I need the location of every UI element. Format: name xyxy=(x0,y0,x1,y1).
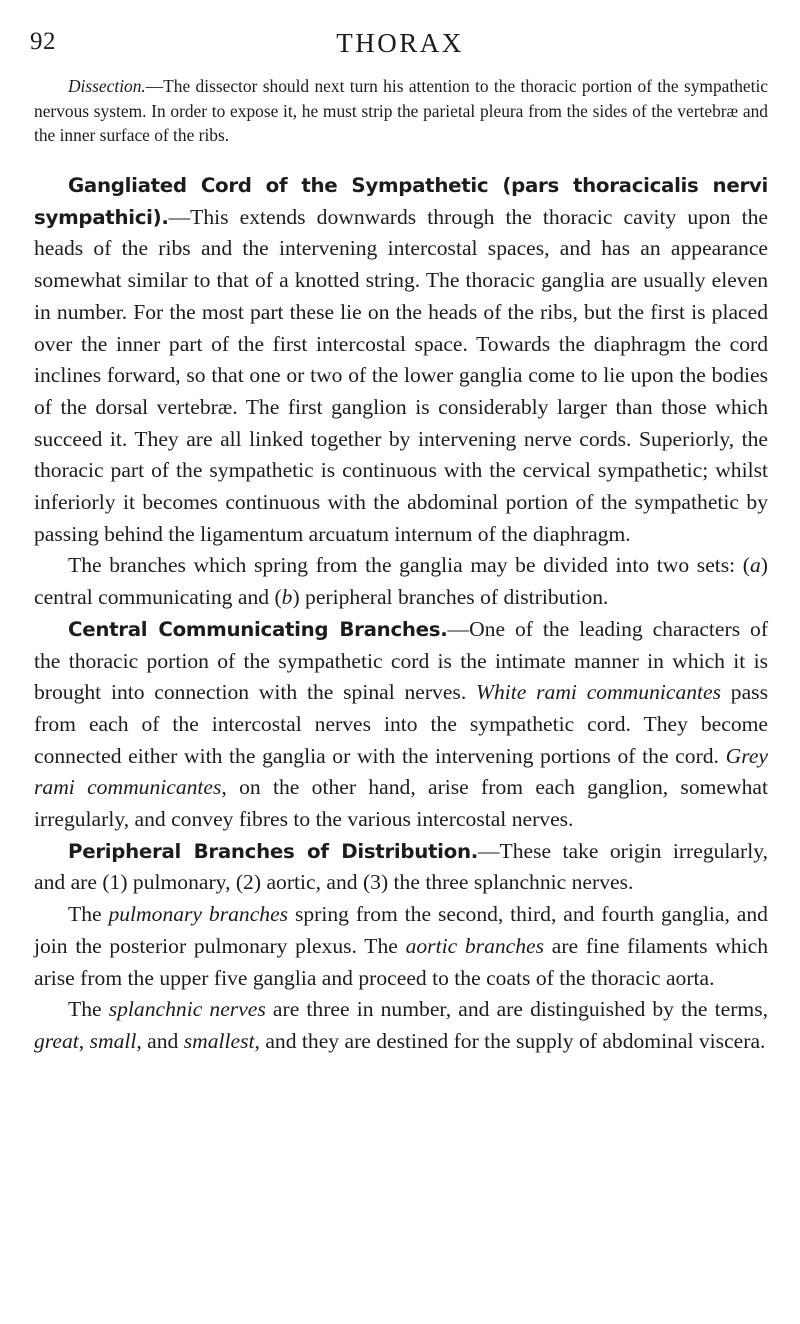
splanchnic-text-1: are three in number, and are distinguished by the terms, xyxy=(265,997,768,1022)
splanchnic-text-2: , and they are destined for the supply of abdominal viscera. xyxy=(254,1028,766,1053)
splanchnic-comma: , xyxy=(78,1028,90,1053)
aortic-branches-term: aortic branches xyxy=(405,933,545,958)
splanchnic-the: The xyxy=(68,997,109,1022)
central-text-1: —One of the leading characters of the thoracic portion of the sympathetic cord is the intimate manner in which it is brought into connection with the spinal nerves. xyxy=(34,616,769,705)
pulmonary-paragraph xyxy=(34,899,768,994)
central-paragraph xyxy=(34,614,768,836)
central-text-3: , on the other hand, arise from each ganglion, somewhat irregularly, and convey fibres to the various intercostal nerves. xyxy=(34,775,768,832)
grey-rami-term: Grey rami communicantes xyxy=(34,743,768,800)
small-term: small xyxy=(89,1028,137,1053)
page-number: 92 xyxy=(30,28,56,55)
branches-text-2: ) central communicating and ( xyxy=(34,553,768,610)
gangliated-cord-paragraph xyxy=(34,170,768,550)
dissection-note xyxy=(34,74,768,148)
peripheral-text: —These take origin irregularly, and are (1) pulmonary, (2) aortic, and (3) the three splanchnic nerves. xyxy=(34,838,768,895)
pulmonary-the: The xyxy=(68,902,109,927)
branches-text-1: The branches which spring from the ganglia may be divided into two sets: ( xyxy=(68,553,750,578)
central-heading: Central Communicating Branches. xyxy=(68,617,448,641)
dissection-label: Dissection. xyxy=(68,76,146,96)
dissection-text: —The dissector should next turn his attention to the thoracic portion of the sympathetic nervous system. In order to expose it, he must strip the parietal pleura from the sides of the vertebræ and the inner surface of the ribs. xyxy=(34,76,768,145)
splanchnic-paragraph xyxy=(34,994,768,1057)
main-text xyxy=(34,170,768,1058)
peripheral-heading: Peripheral Branches of Distribution. xyxy=(68,839,478,863)
gangliated-cord-heading: Gangliated Cord of the Sympathetic (pars thoracicalis nervi sympathici). xyxy=(34,174,768,229)
branches-text-3: ) peripheral branches of distribution. xyxy=(292,585,609,610)
branches-letter-b: b xyxy=(281,585,293,610)
branches-letter-a: a xyxy=(750,553,761,578)
dissection-paragraph xyxy=(34,74,768,148)
running-title: THORAX xyxy=(336,28,464,58)
pulmonary-text: spring from the second, third, and fourth ganglia, and join the posterior pulmonary plexus. The xyxy=(34,902,768,958)
central-text-2: pass from each of the intercostal nerves into the sympathetic cord. They become connected either with the ganglia or with the intervening portions of the cord. xyxy=(34,680,768,768)
gangliated-cord-text: —This extends downwards through the thoracic cavity upon the heads of the ribs and the intervening intercostal spaces, and has an appearance somewhat similar to that of a knotted string. The thoracic ganglia are usually eleven in number. For the most part these lie on the heads of the ribs, but the first is placed over the inner part of the first intercostal space. Towards the diaphragm the cord inclines forward, so that one or two of the lower ganglia come to lie upon the bodies of the dorsal vertebræ. The first ganglion is considerably larger than those which succeed it. They are all linked together by intervening nerve cords. Superiorly, the thoracic part of the sympathetic is continuous with the cervical sympathetic; whilst inferiorly it becomes continuous with the abdominal portion of the sympathetic by passing behind the ligamentum arcuatum internum of the diaphragm. xyxy=(34,204,768,546)
peripheral-paragraph xyxy=(34,836,768,899)
smallest-term: smallest xyxy=(183,1028,255,1053)
splanchnic-and: , and xyxy=(136,1028,184,1053)
page-header xyxy=(30,28,770,64)
branches-paragraph xyxy=(34,550,768,613)
white-rami-term: White rami communicantes xyxy=(476,680,722,705)
splanchnic-term: splanchnic nerves xyxy=(108,997,266,1022)
aortic-text: are fine filaments which arise from the upper five ganglia and proceed to the coats of the thoracic aorta. xyxy=(34,933,768,990)
pulmonary-branches-term: pulmonary branches xyxy=(108,902,289,927)
great-term: great xyxy=(34,1028,79,1053)
